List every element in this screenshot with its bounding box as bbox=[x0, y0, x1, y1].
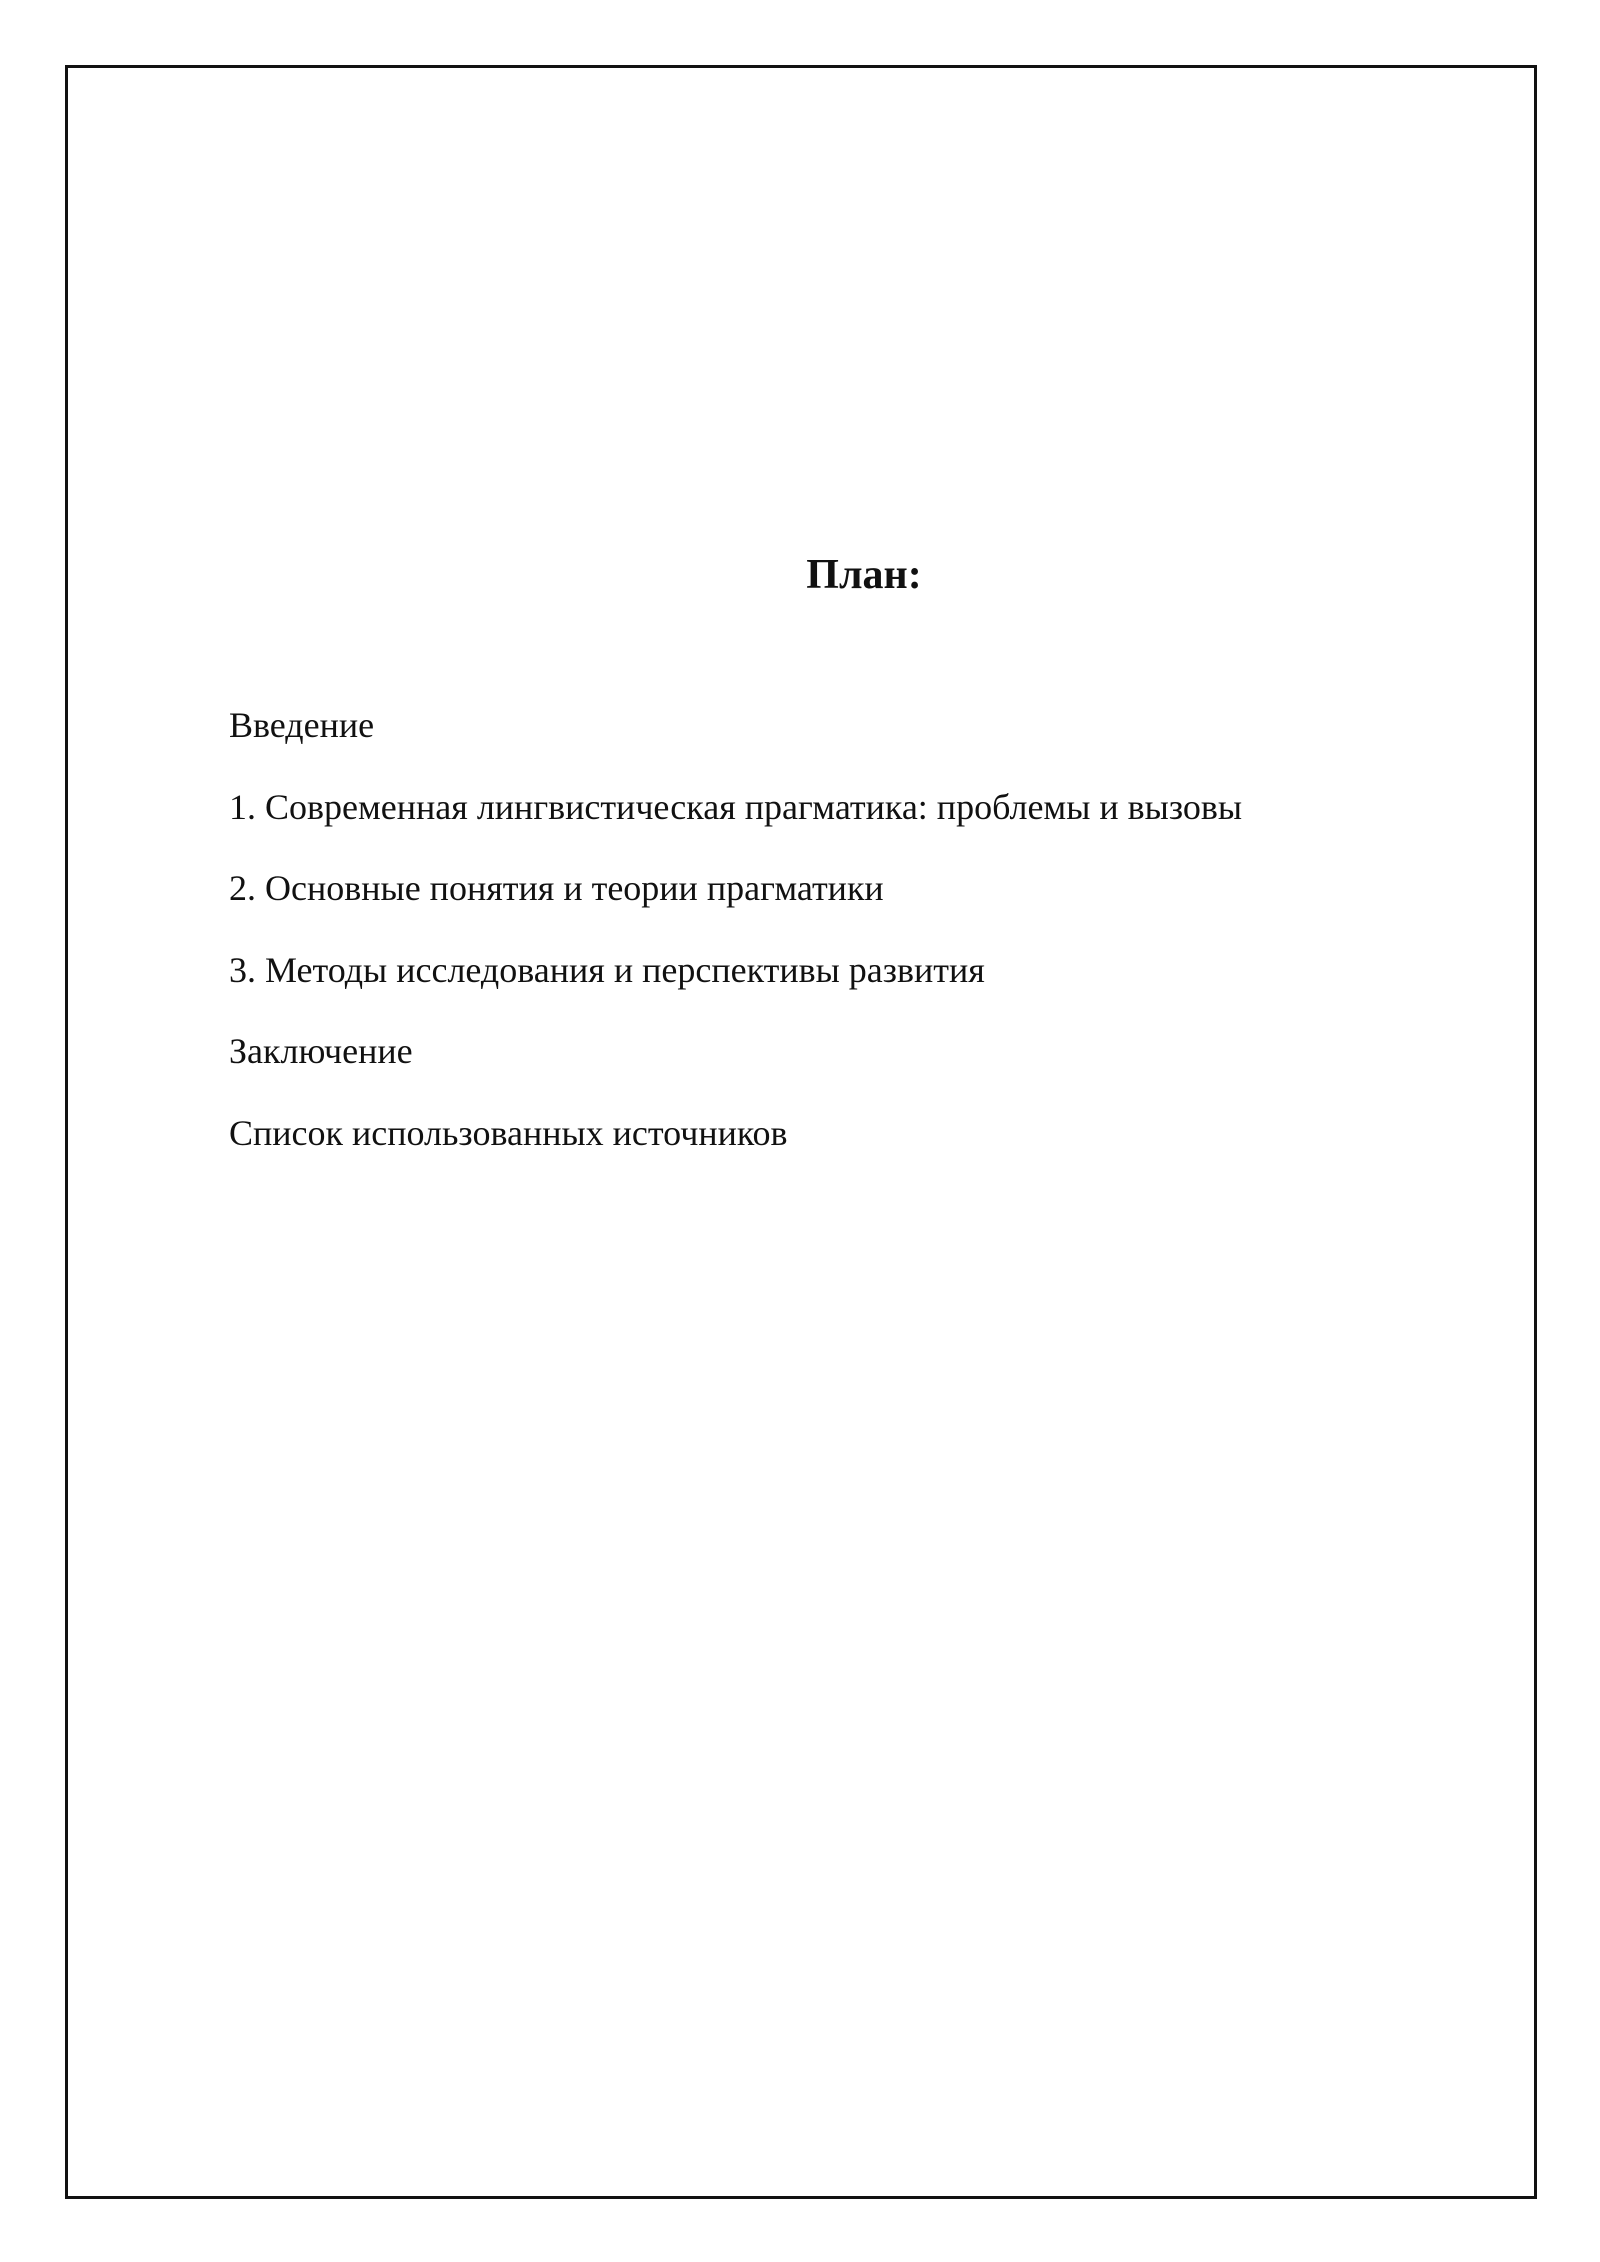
table-of-contents bbox=[229, 704, 1242, 1193]
toc-item-chapter-3: 3. Методы исследования и перспективы развития bbox=[229, 949, 985, 990]
toc-item-references: Список использованных источников bbox=[229, 1112, 788, 1153]
toc-item-chapter-1: 1. Современная лингвистическая прагматика: проблемы и вызовы bbox=[229, 786, 1243, 827]
toc-item-conclusion: Заключение bbox=[229, 1031, 413, 1071]
toc-item-chapter-2: 2. Основные понятия и теории прагматики bbox=[229, 868, 884, 908]
toc-item-introduction: Введение bbox=[229, 705, 375, 745]
page-title: План: bbox=[806, 552, 922, 598]
